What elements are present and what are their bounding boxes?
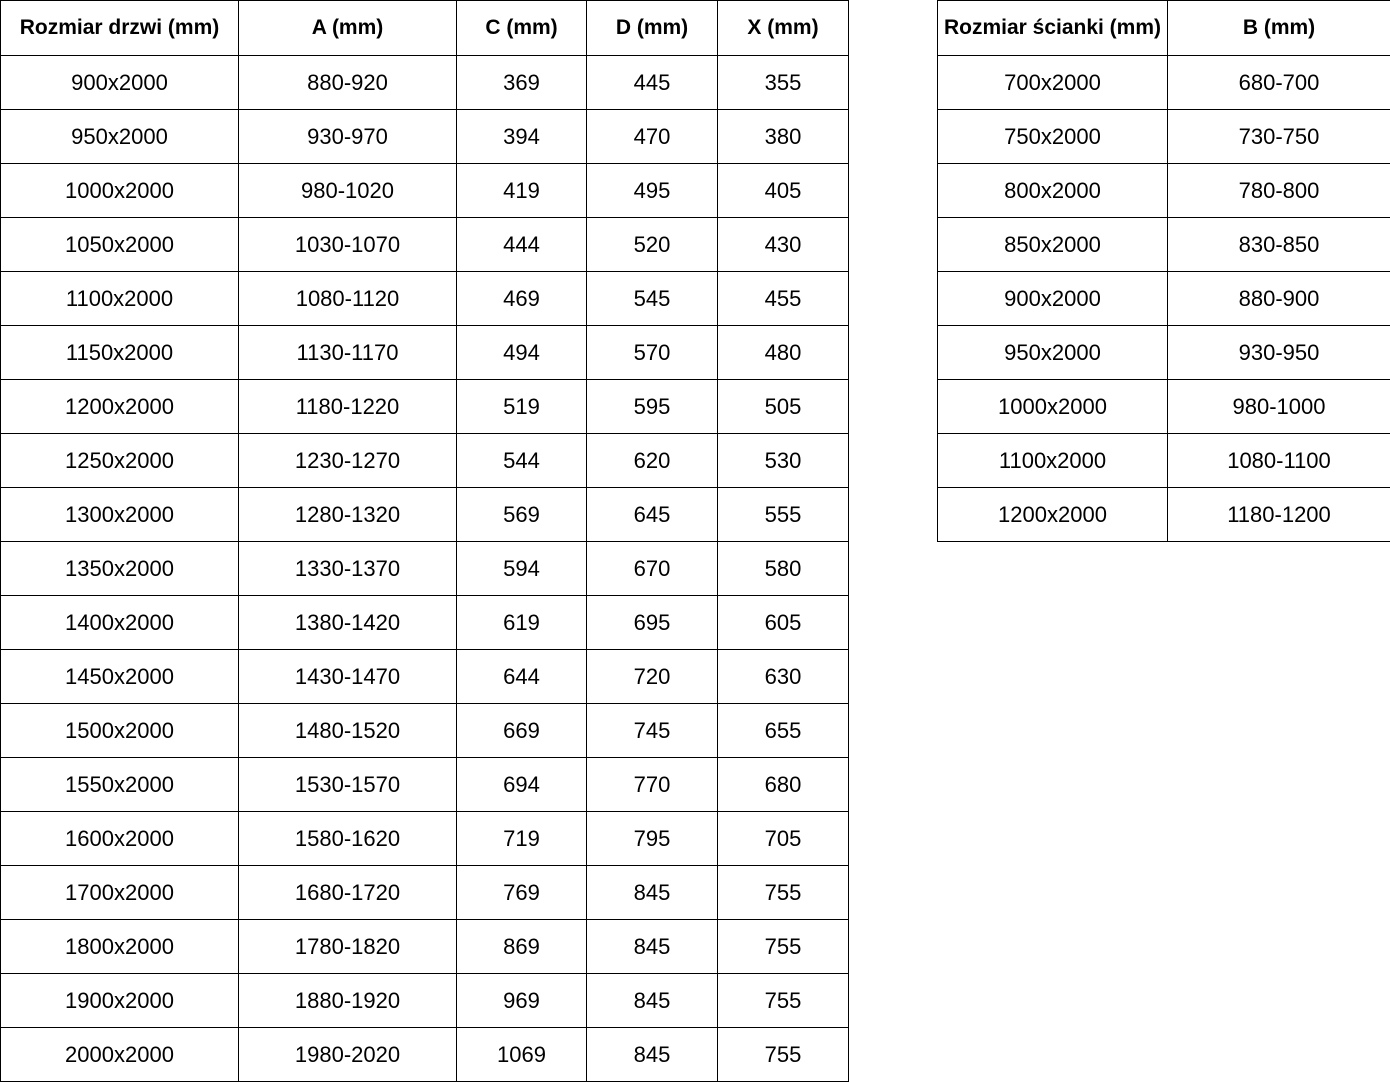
table-row [1, 272, 849, 326]
table-cell: 950x2000 [938, 326, 1168, 380]
table-cell: 544 [457, 434, 587, 488]
table-cell: 1100x2000 [1, 272, 239, 326]
table-cell: 755 [718, 1028, 849, 1082]
door-table-header-row [1, 1, 849, 56]
table-cell: 680-700 [1168, 56, 1390, 110]
column-header-x: X (mm) [718, 1, 849, 56]
table-cell: 769 [457, 866, 587, 920]
table-cell: 530 [718, 434, 849, 488]
table-row [1, 488, 849, 542]
table-cell: 1230-1270 [239, 434, 457, 488]
table-cell: 669 [457, 704, 587, 758]
table-row [1, 650, 849, 704]
table-cell: 380 [718, 110, 849, 164]
table-cell: 969 [457, 974, 587, 1028]
table-cell: 494 [457, 326, 587, 380]
table-row [1, 812, 849, 866]
table-cell: 569 [457, 488, 587, 542]
table-row [938, 164, 1390, 218]
table-row [1, 920, 849, 974]
table-cell: 594 [457, 542, 587, 596]
table-cell: 470 [587, 110, 718, 164]
table-cell: 1250x2000 [1, 434, 239, 488]
table-cell: 755 [718, 866, 849, 920]
table-cell: 750x2000 [938, 110, 1168, 164]
table-cell: 580 [718, 542, 849, 596]
table-cell: 620 [587, 434, 718, 488]
column-header-b: B (mm) [1168, 1, 1390, 56]
table-cell: 1380-1420 [239, 596, 457, 650]
table-cell: 1050x2000 [1, 218, 239, 272]
table-cell: 1980-2020 [239, 1028, 457, 1082]
table-cell: 1330-1370 [239, 542, 457, 596]
column-header-d: D (mm) [587, 1, 718, 56]
table-row [1, 56, 849, 110]
table-row [1, 110, 849, 164]
table-cell: 1450x2000 [1, 650, 239, 704]
table-cell: 900x2000 [938, 272, 1168, 326]
table-row [1, 596, 849, 650]
table-cell: 795 [587, 812, 718, 866]
table-cell: 1000x2000 [938, 380, 1168, 434]
table-cell: 545 [587, 272, 718, 326]
table-row [1, 974, 849, 1028]
table-row [1, 326, 849, 380]
table-cell: 694 [457, 758, 587, 812]
column-header-c: C (mm) [457, 1, 587, 56]
table-cell: 1030-1070 [239, 218, 457, 272]
table-cell: 1550x2000 [1, 758, 239, 812]
table-cell: 355 [718, 56, 849, 110]
table-cell: 1880-1920 [239, 974, 457, 1028]
table-cell: 520 [587, 218, 718, 272]
table-cell: 595 [587, 380, 718, 434]
table-cell: 880-900 [1168, 272, 1390, 326]
table-cell: 800x2000 [938, 164, 1168, 218]
table-row [938, 218, 1390, 272]
table-cell: 950x2000 [1, 110, 239, 164]
column-header-a: A (mm) [239, 1, 457, 56]
table-cell: 770 [587, 758, 718, 812]
table-cell: 730-750 [1168, 110, 1390, 164]
table-cell: 405 [718, 164, 849, 218]
table-cell: 1530-1570 [239, 758, 457, 812]
table-cell: 519 [457, 380, 587, 434]
table-row [1, 758, 849, 812]
wall-table-header-row [938, 1, 1390, 56]
table-cell: 705 [718, 812, 849, 866]
table-cell: 869 [457, 920, 587, 974]
table-row [1, 380, 849, 434]
table-cell: 630 [718, 650, 849, 704]
table-row [1, 164, 849, 218]
table-cell: 1350x2000 [1, 542, 239, 596]
table-cell: 670 [587, 542, 718, 596]
table-cell: 1069 [457, 1028, 587, 1082]
table-cell: 480 [718, 326, 849, 380]
table-cell: 695 [587, 596, 718, 650]
table-cell: 845 [587, 1028, 718, 1082]
table-cell: 1600x2000 [1, 812, 239, 866]
table-cell: 2000x2000 [1, 1028, 239, 1082]
table-cell: 394 [457, 110, 587, 164]
table-cell: 930-970 [239, 110, 457, 164]
table-cell: 455 [718, 272, 849, 326]
table-cell: 900x2000 [1, 56, 239, 110]
table-row [1, 1028, 849, 1082]
table-cell: 570 [587, 326, 718, 380]
table-cell: 745 [587, 704, 718, 758]
table-cell: 755 [718, 920, 849, 974]
table-cell: 780-800 [1168, 164, 1390, 218]
table-cell: 720 [587, 650, 718, 704]
table-row [938, 380, 1390, 434]
table-cell: 700x2000 [938, 56, 1168, 110]
table-cell: 605 [718, 596, 849, 650]
table-row [938, 272, 1390, 326]
table-cell: 980-1020 [239, 164, 457, 218]
table-cell: 680 [718, 758, 849, 812]
table-cell: 845 [587, 974, 718, 1028]
table-cell: 830-850 [1168, 218, 1390, 272]
table-cell: 1180-1200 [1168, 488, 1390, 542]
column-header-rozmiar-scianki: Rozmiar ścianki (mm) [938, 1, 1168, 56]
table-cell: 369 [457, 56, 587, 110]
table-cell: 555 [718, 488, 849, 542]
table-cell: 1480-1520 [239, 704, 457, 758]
table-cell: 1280-1320 [239, 488, 457, 542]
table-cell: 1080-1120 [239, 272, 457, 326]
table-cell: 1100x2000 [938, 434, 1168, 488]
table-row [1, 542, 849, 596]
table-cell: 880-920 [239, 56, 457, 110]
table-cell: 445 [587, 56, 718, 110]
table-cell: 419 [457, 164, 587, 218]
table-row [1, 704, 849, 758]
table-cell: 1150x2000 [1, 326, 239, 380]
table-cell: 505 [718, 380, 849, 434]
column-header-rozmiar-drzwi: Rozmiar drzwi (mm) [1, 1, 239, 56]
table-row [938, 326, 1390, 380]
table-cell: 619 [457, 596, 587, 650]
table-cell: 645 [587, 488, 718, 542]
table-cell: 845 [587, 866, 718, 920]
table-row [1, 218, 849, 272]
table-cell: 1180-1220 [239, 380, 457, 434]
table-cell: 1300x2000 [1, 488, 239, 542]
table-cell: 1800x2000 [1, 920, 239, 974]
table-cell: 469 [457, 272, 587, 326]
table-cell: 1200x2000 [938, 488, 1168, 542]
table-cell: 1900x2000 [1, 974, 239, 1028]
table-cell: 1680-1720 [239, 866, 457, 920]
table-cell: 1200x2000 [1, 380, 239, 434]
table-row [1, 866, 849, 920]
table-row [938, 488, 1390, 542]
table-cell: 1080-1100 [1168, 434, 1390, 488]
table-cell: 1400x2000 [1, 596, 239, 650]
table-cell: 845 [587, 920, 718, 974]
table-cell: 850x2000 [938, 218, 1168, 272]
table-cell: 495 [587, 164, 718, 218]
table-cell: 1500x2000 [1, 704, 239, 758]
table-cell: 655 [718, 704, 849, 758]
table-cell: 1780-1820 [239, 920, 457, 974]
table-cell: 755 [718, 974, 849, 1028]
table-cell: 1580-1620 [239, 812, 457, 866]
table-cell: 930-950 [1168, 326, 1390, 380]
table-row [938, 56, 1390, 110]
table-row [938, 110, 1390, 164]
table-cell: 719 [457, 812, 587, 866]
table-cell: 644 [457, 650, 587, 704]
table-cell: 444 [457, 218, 587, 272]
table-cell: 1700x2000 [1, 866, 239, 920]
table-row [938, 434, 1390, 488]
table-cell: 1430-1470 [239, 650, 457, 704]
table-cell: 980-1000 [1168, 380, 1390, 434]
table-cell: 430 [718, 218, 849, 272]
table-row [1, 434, 849, 488]
table-cell: 1000x2000 [1, 164, 239, 218]
wall-panel-sizes-table [937, 0, 1390, 542]
table-cell: 1130-1170 [239, 326, 457, 380]
